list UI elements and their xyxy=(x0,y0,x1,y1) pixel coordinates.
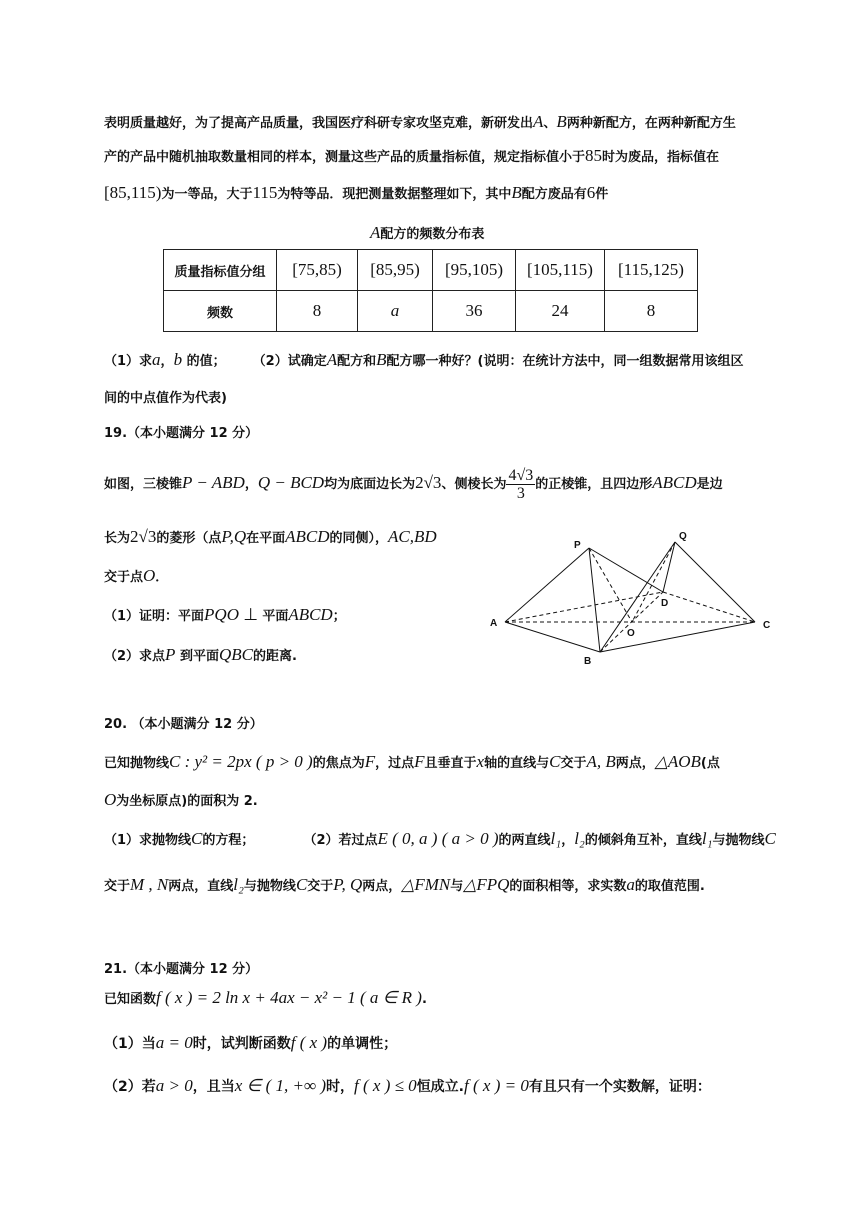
q18-part-1-2: （1）求a，b 的值； （2）试确定A配方和B配方哪一种好？(说明：在统计方法中，同一组数据常用该组区 xyxy=(104,350,744,369)
table-row xyxy=(164,250,698,291)
table-header-cell: 频数 xyxy=(164,291,277,332)
q21-part-1: （1）当a = 0时，试判断函数f ( x )的单调性； xyxy=(104,1033,398,1052)
edge-bc xyxy=(600,622,755,652)
label-o: O xyxy=(627,628,635,639)
label-q: Q xyxy=(679,531,687,542)
segment-qo xyxy=(632,542,675,622)
table-cell: 36 xyxy=(433,291,516,332)
q20-heading: 20. （本小题满分 12 分） xyxy=(104,717,263,732)
q21-part-2: （2）若a > 0，且当x ∈ ( 1, +∞ )时，f ( x ) ≤ 0恒成立.f ( x ) = 0有且只有一个实数解，证明： xyxy=(104,1076,711,1095)
q19-line-3: 交于点O． xyxy=(104,566,169,585)
edge-qb xyxy=(600,542,675,652)
label-a: A xyxy=(490,618,498,629)
edge-qc xyxy=(675,542,755,622)
edge-pa xyxy=(505,548,589,622)
intro-line-1: 表明质量越好，为了提高产品质量，我国医疗科研专家攻坚克难，新研发出A、B两种新配方，在两种新配方生 xyxy=(104,112,736,131)
edge-ab xyxy=(505,622,600,652)
table-cell: [115,125) xyxy=(605,250,698,291)
table-cell: 8 xyxy=(605,291,698,332)
q19-line-2: 长为2√3的菱形（点P,Q在平面ABCD的同侧），AC,BD xyxy=(104,527,437,546)
q18-part-2-cont: 间的中点值作为代表) xyxy=(104,391,227,406)
q20-line-2: O为坐标原点)的面积为 2. xyxy=(104,790,258,809)
q21-heading: 21.（本小题满分 12 分） xyxy=(104,962,259,977)
edge-dc xyxy=(663,592,755,622)
q19-line-1: 如图，三棱锥P − ABD，Q − BCD均为底面边长为2√3、侧棱长为 $\frac{4√3}{3}$ 的正棱锥，且四边形ABCD是边 xyxy=(104,467,723,502)
edge-pb xyxy=(589,548,600,652)
table-cell: [75,85) xyxy=(277,250,358,291)
fraction: $\frac{4√3}{3}$ xyxy=(508,467,534,502)
label-d: D xyxy=(661,598,669,609)
q21-line-1: 已知函数f ( x ) = 2 ln x + 4ax − x² − 1 ( a ∈ R ). xyxy=(104,988,427,1007)
label-b: B xyxy=(584,656,592,667)
edge-qd xyxy=(663,542,675,592)
label-c: C xyxy=(763,620,771,631)
table-header-cell: 质量指标值分组 xyxy=(164,250,277,291)
frequency-table xyxy=(163,249,698,332)
edge-ad xyxy=(505,592,663,622)
table-cell: [105,115) xyxy=(516,250,605,291)
pyramid-figure xyxy=(485,528,785,668)
q20-line-1: 已知抛物线C : y² = 2px ( p > 0 )的焦点为F，过点F且垂直于x轴的直线与C交于A, B两点，△AOB(点 xyxy=(104,752,720,771)
table-cell: 24 xyxy=(516,291,605,332)
table-cell: [85,95) xyxy=(358,250,433,291)
q19-part-1: （1）证明：平面PQO ⊥ 平面ABCD； xyxy=(104,605,346,624)
table-cell: [95,105) xyxy=(433,250,516,291)
table-cell: 8 xyxy=(277,291,358,332)
label-p: P xyxy=(574,540,581,551)
q20-part-2-cont: 交于M , N两点，直线l₂与抛物线C交于P, Q两点，△FMN与△FPQ的面积相等，求实数a的取值范围. xyxy=(104,875,705,894)
table-caption: A配方的频数分布表 xyxy=(370,223,485,242)
intro-line-2: 产的产品中随机抽取数量相同的样本，测量这些产品的质量指标值，规定指标值小于85时为废品，指标值在 xyxy=(104,146,720,165)
intro-line-3: [85,115)为一等品，大于115为特等品．现把测量数据整理如下，其中B配方废品有6件 xyxy=(104,183,609,202)
table-cell: a xyxy=(358,291,433,332)
q19-heading: 19.（本小题满分 12 分） xyxy=(104,426,259,441)
table-row xyxy=(164,291,698,332)
q20-parts: （1）求抛物线C的方程； （2）若过点E ( 0, a ) ( a > 0 )的两直线l₁，l₂的倾斜角互补，直线l₁与抛物线C xyxy=(104,829,776,848)
q19-part-2: （2）求点P 到平面QBC的距离. xyxy=(104,645,297,664)
